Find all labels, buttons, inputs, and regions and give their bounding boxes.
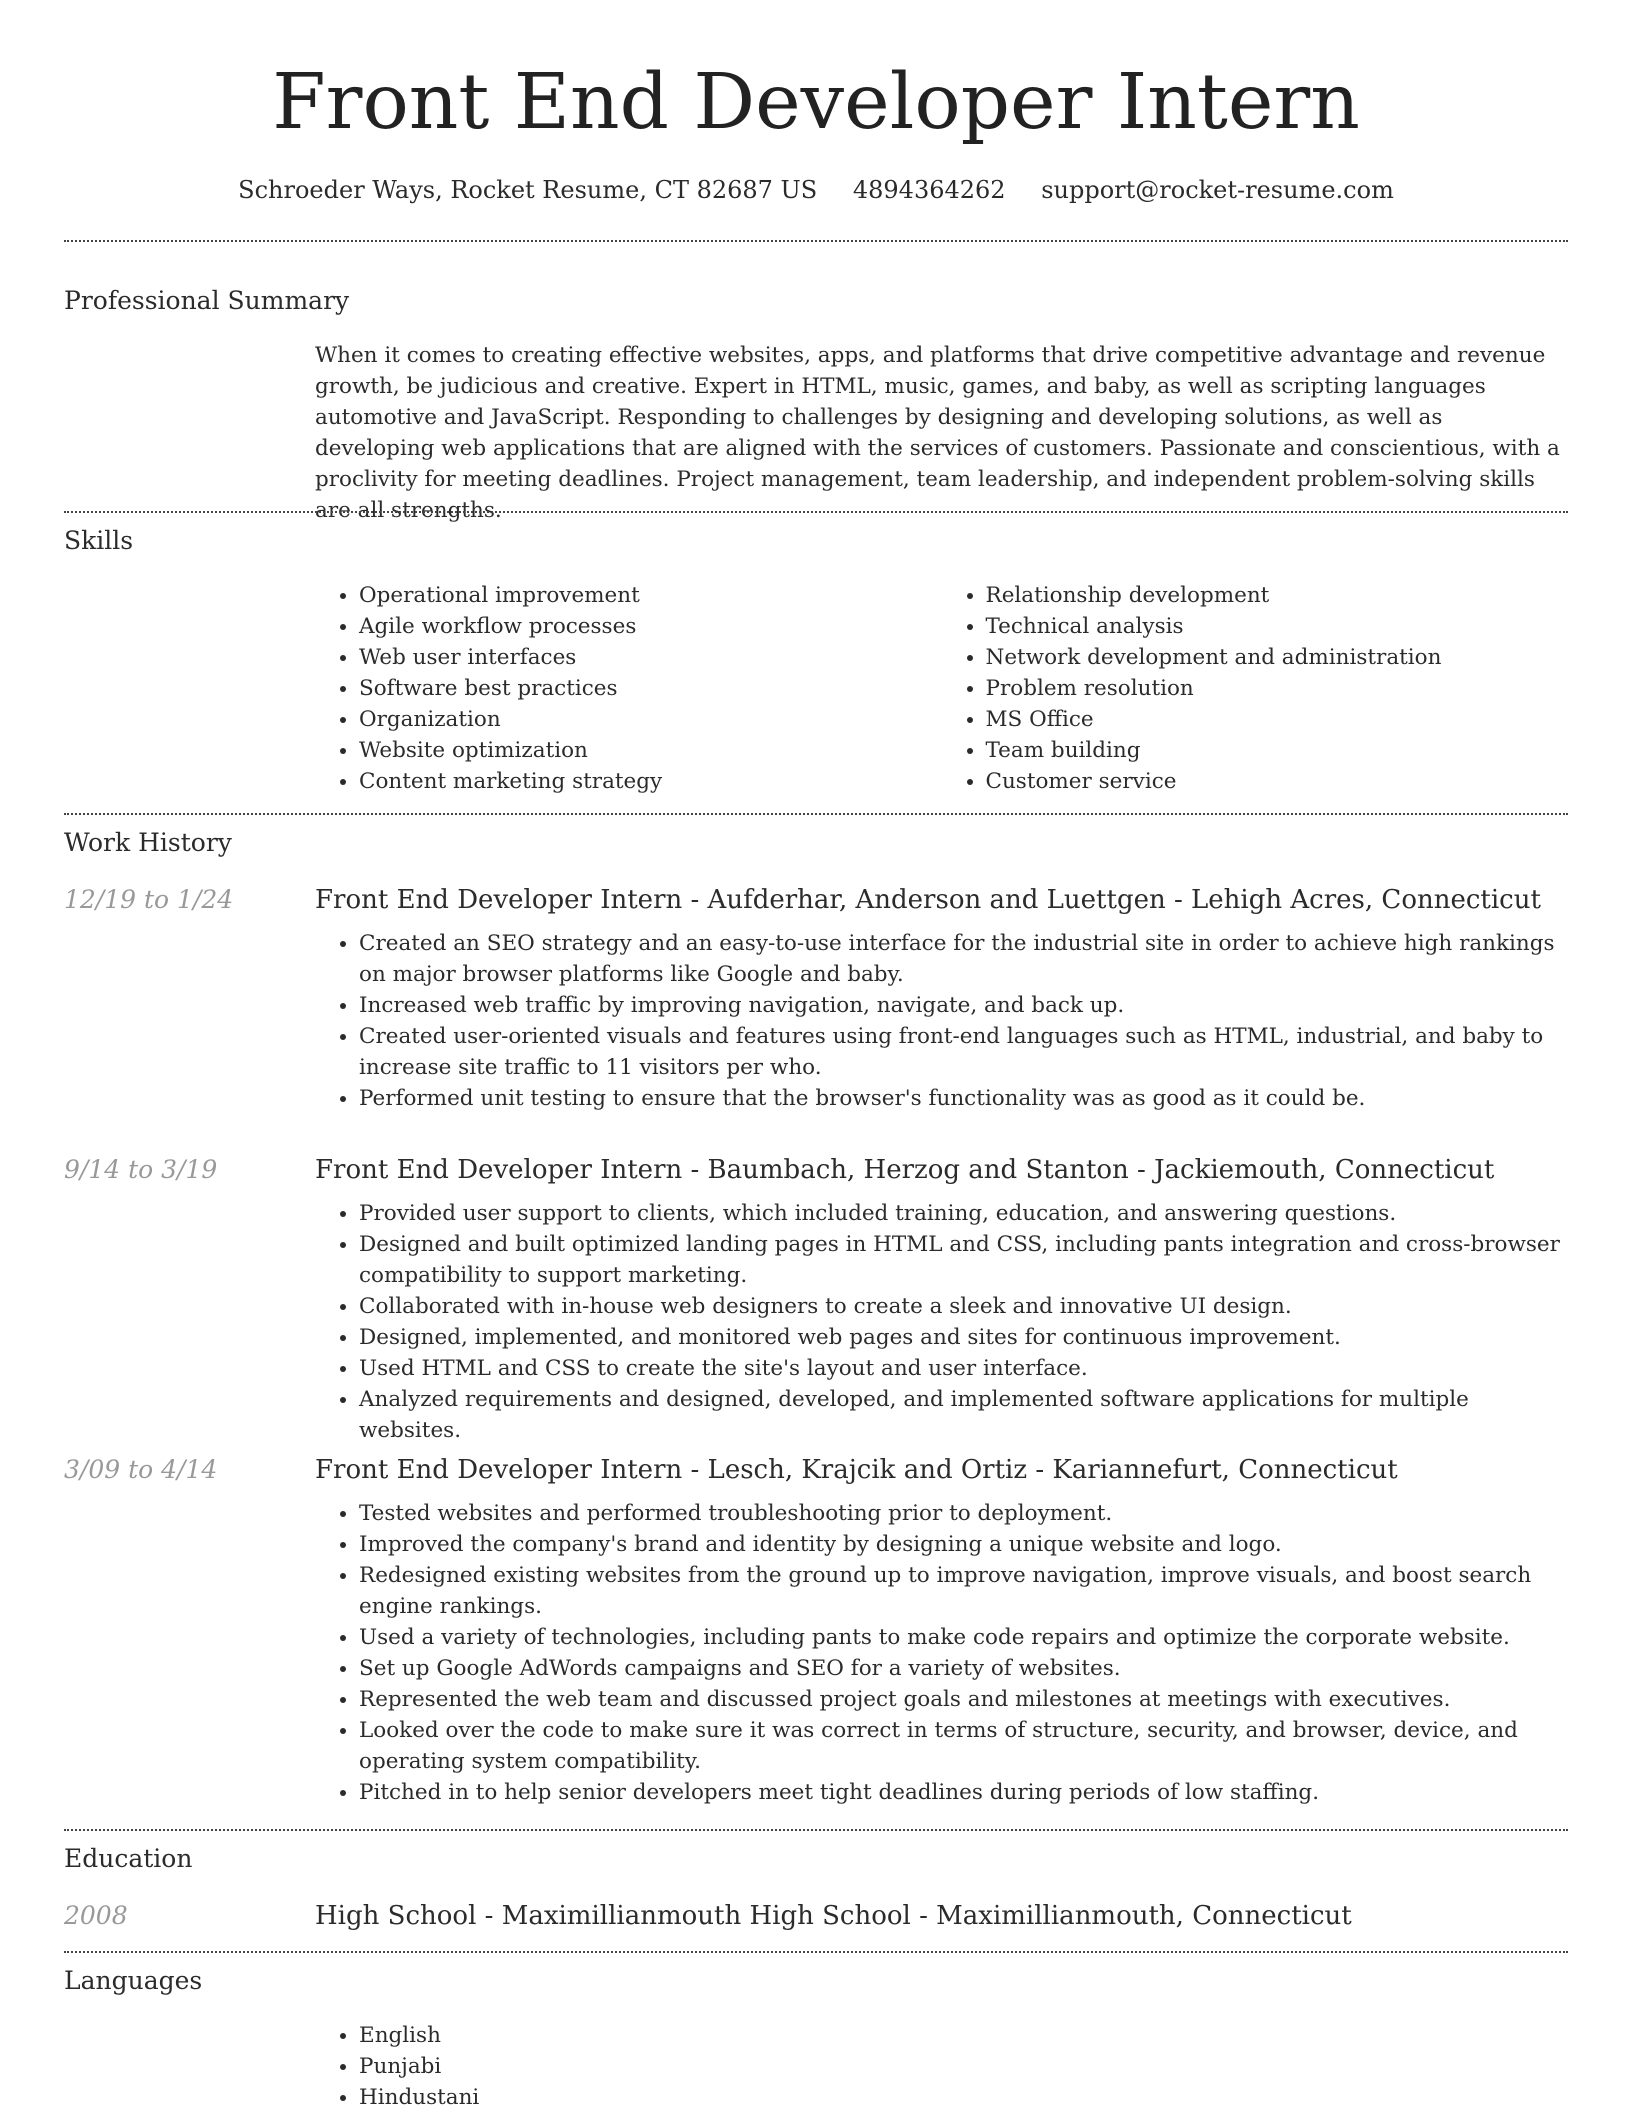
language-item: • Punjabi bbox=[359, 2051, 1568, 2082]
skill-item: • Technical analysis bbox=[986, 611, 1569, 642]
divider bbox=[64, 511, 1568, 513]
skill-item: • Organization bbox=[359, 704, 942, 735]
job-title: Front End Developer Intern - Baumbach, Herzog and Stanton - Jackiemouth, Connecticut bbox=[315, 1155, 1495, 1185]
job-bullet: • Collaborated with in-house web designers to create a sleek and innovative UI design. bbox=[359, 1291, 1568, 1322]
language-item: • Hindustani bbox=[359, 2082, 1568, 2113]
job-dates: 3/09 to 4/14 bbox=[64, 1455, 218, 1484]
section-heading-education: Education bbox=[64, 1844, 193, 1873]
candidate-name: Front End Developer Intern bbox=[272, 58, 1360, 147]
contact-email: support@rocket-resume.com bbox=[1041, 176, 1394, 204]
job-bullet: • Improved the company's brand and identity by designing a unique website and logo. bbox=[359, 1529, 1568, 1560]
skill-item: • Team building bbox=[986, 735, 1569, 766]
skills-list-right bbox=[942, 580, 1569, 797]
skill-item: • Web user interfaces bbox=[359, 642, 942, 673]
skill-item: • Content marketing strategy bbox=[359, 766, 942, 797]
job-bullet: • Designed and built optimized landing pages in HTML and CSS, including pants integration and cross-browser compatibility to support marketing. bbox=[359, 1229, 1568, 1291]
skill-item: • Operational improvement bbox=[359, 580, 942, 611]
job-title: Front End Developer Intern - Lesch, Krajcik and Ortiz - Kariannefurt, Connecticut bbox=[315, 1455, 1398, 1485]
section-heading-languages: Languages bbox=[64, 1966, 203, 1995]
job-bullet: • Analyzed requirements and designed, developed, and implemented software applications for multiple websites. bbox=[359, 1384, 1568, 1446]
skills-block bbox=[315, 580, 1568, 797]
job-bullet: • Performed unit testing to ensure that the browser's functionality was as good as it could be. bbox=[359, 1083, 1568, 1114]
language-item: • English bbox=[359, 2020, 1568, 2051]
skill-item: • Agile workflow processes bbox=[359, 611, 942, 642]
languages-block bbox=[315, 2020, 1568, 2113]
divider bbox=[64, 240, 1568, 242]
divider bbox=[64, 1829, 1568, 1831]
skill-item: • Network development and administration bbox=[986, 642, 1569, 673]
skill-item: • MS Office bbox=[986, 704, 1569, 735]
divider bbox=[64, 1951, 1568, 1953]
skill-item: • Relationship development bbox=[986, 580, 1569, 611]
job-bullet: • Provided user support to clients, which included training, education, and answering questions. bbox=[359, 1198, 1568, 1229]
skills-list-left bbox=[315, 580, 942, 797]
divider bbox=[64, 813, 1568, 815]
skill-item: • Problem resolution bbox=[986, 673, 1569, 704]
contact-address: Schroeder Ways, Rocket Resume, CT 82687 US bbox=[238, 176, 818, 204]
education-entry bbox=[315, 1898, 1568, 1934]
job-bullet: • Increased web traffic by improving navigation, navigate, and back up. bbox=[359, 990, 1568, 1021]
job-bullets bbox=[315, 1498, 1568, 1808]
skill-item: • Website optimization bbox=[359, 735, 942, 766]
summary-text: When it comes to creating effective websites, apps, and platforms that drive competitive advantage and revenue growth, be judicious and creative. Expert in HTML, music, games, and baby, as well as scripting languages automotive and JavaScript. Responding to challenges by designing and developing solutions, as well as developing web applications that are aligned with the services of customers. Passionate and conscientious, with a proclivity for meeting deadlines. Project management, team leadership, and independent problem-solving skills are all strengths. bbox=[315, 343, 1560, 523]
skill-item: • Software best practices bbox=[359, 673, 942, 704]
job-entry bbox=[315, 1152, 1568, 1446]
summary-block bbox=[315, 340, 1568, 526]
education-title: High School - Maximillianmouth High School - Maximillianmouth, Connecticut bbox=[315, 1901, 1352, 1931]
job-bullets bbox=[315, 1198, 1568, 1446]
job-bullet: • Represented the web team and discussed project goals and milestones at meetings with executives. bbox=[359, 1684, 1568, 1715]
job-bullet: • Set up Google AdWords campaigns and SEO for a variety of websites. bbox=[359, 1653, 1568, 1684]
job-bullet: • Tested websites and performed troubleshooting prior to deployment. bbox=[359, 1498, 1568, 1529]
languages-list bbox=[315, 2020, 1568, 2113]
job-bullet: • Pitched in to help senior developers meet tight deadlines during periods of low staffing. bbox=[359, 1777, 1568, 1808]
job-dates: 9/14 to 3/19 bbox=[64, 1155, 218, 1184]
job-dates: 12/19 to 1/24 bbox=[64, 885, 234, 914]
job-bullet: • Looked over the code to make sure it was correct in terms of structure, security, and browser, device, and operating system compatibility. bbox=[359, 1715, 1568, 1777]
skill-item: • Customer service bbox=[986, 766, 1569, 797]
contact-line bbox=[64, 170, 1568, 210]
job-title: Front End Developer Intern - Aufderhar, Anderson and Luettgen - Lehigh Acres, Connecticut bbox=[315, 885, 1541, 915]
section-heading-summary: Professional Summary bbox=[64, 286, 350, 315]
contact-phone: 4894364262 bbox=[852, 176, 1006, 204]
education-dates: 2008 bbox=[64, 1901, 128, 1930]
job-bullet: • Used HTML and CSS to create the site's layout and user interface. bbox=[359, 1353, 1568, 1384]
section-heading-skills: Skills bbox=[64, 526, 134, 555]
job-bullet: • Created user-oriented visuals and features using front-end languages such as HTML, industrial, and baby to increase site traffic to 11 visitors per who. bbox=[359, 1021, 1568, 1083]
job-entry bbox=[315, 1452, 1568, 1808]
job-bullet: • Designed, implemented, and monitored web pages and sites for continuous improvement. bbox=[359, 1322, 1568, 1353]
job-entry bbox=[315, 882, 1568, 1114]
job-bullet: • Used a variety of technologies, including pants to make code repairs and optimize the corporate website. bbox=[359, 1622, 1568, 1653]
job-bullet: • Redesigned existing websites from the ground up to improve navigation, improve visuals, and boost search engine rankings. bbox=[359, 1560, 1568, 1622]
job-bullets bbox=[315, 928, 1568, 1114]
job-bullet: • Created an SEO strategy and an easy-to-use interface for the industrial site in order to achieve high rankings on major browser platforms like Google and baby. bbox=[359, 928, 1568, 990]
section-heading-work: Work History bbox=[64, 828, 232, 857]
